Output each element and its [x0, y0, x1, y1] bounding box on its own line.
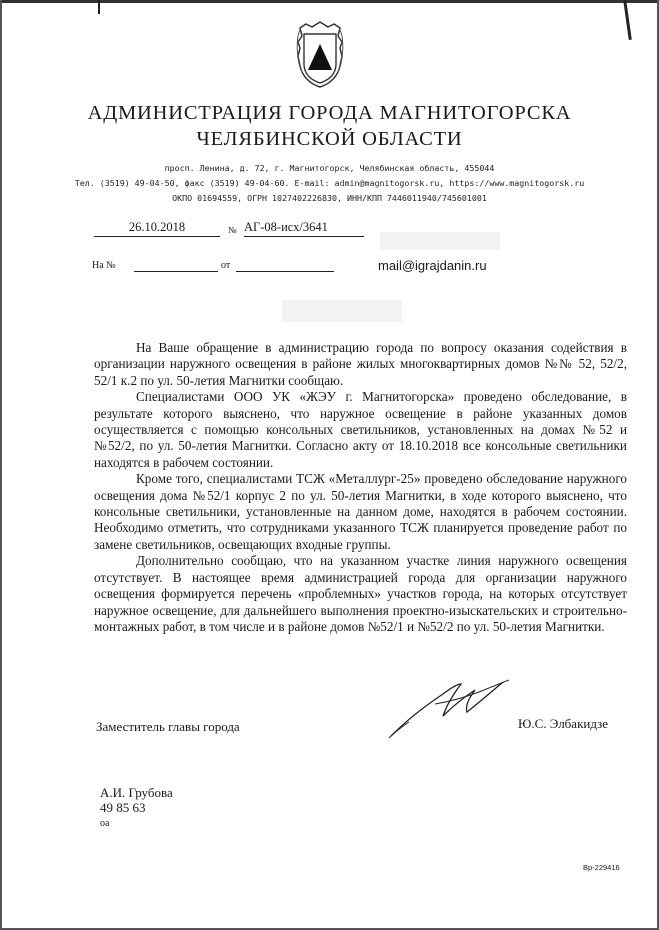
executor-phone: 49 85 63: [100, 800, 146, 815]
city-coat-of-arms-icon: [292, 14, 348, 88]
redacted-area: [380, 232, 500, 250]
org-codes: ОКПО 01694559, ОГРН 1027402226830, ИНН/КПП 7446011940/745601001: [172, 193, 487, 203]
reference-date-line: [236, 271, 334, 272]
scan-mark: [98, 0, 100, 14]
org-title-line2: ЧЕЛЯБИНСКОЙ ОБЛАСТИ: [196, 128, 463, 150]
handwritten-signature: [385, 672, 515, 742]
body-paragraph: Кроме того, специалистами ТСЖ «Металлург-25» проведено обследование наружного освещения дома №52/1 корпус 2 по ул. 50-летия Магнитки, в ходе которого выяснено, что консольные светильники, установленные на данном доме, находятся в рабочем состоянии. Необходимо отметить, что сотрудниками указанного ТСЖ планируется проведение работ по замене светильников, освещающих входные группы.: [94, 471, 627, 552]
signatory-name: Ю.С. Элбакидзе: [518, 716, 609, 731]
document-id: Вр-229416: [583, 863, 620, 872]
reference-number-line: [134, 271, 218, 272]
reference-date-label: от: [221, 260, 231, 271]
executor-name: А.И. Грубова: [100, 785, 173, 800]
redacted-area: [282, 300, 402, 322]
number-label: №: [228, 225, 237, 235]
org-contacts: Тел. (3519) 49-04-50, факс (3519) 49-04-60. E-mail: admin@magnitogorsk.ru, https://www.magnitogorsk.ru: [74, 178, 585, 188]
org-address: просп. Ленина, д. 72, г. Магнитогорск, Челябинская область, 455044: [164, 163, 495, 173]
body-paragraph: На Ваше обращение в администрацию города по вопросу оказания содействия в организации наружного освещения в районе жилых многоквартирных домов №№ 52, 52/2, 52/1 к.2 по ул. 50-летия Магнитки сообщаю.: [94, 340, 627, 388]
scan-mark: [623, 0, 632, 40]
outgoing-number: АГ-08-исх/3641: [244, 220, 364, 237]
org-title-line1: АДМИНИСТРАЦИЯ ГОРОДА МАГНИТОГОРСКА: [87, 102, 572, 124]
signatory-position: Заместитель главы города: [96, 719, 240, 734]
outgoing-date: 26.10.2018: [94, 220, 220, 237]
body-paragraph: Специалистами ООО УК «ЖЭУ г. Магнитогорска» проведено обследование, в результате которого выяснено, что наружное освещение в районе указанных домов осуществляется с помощью консольных светильников, установленных на домах №52 и №52/2, по ул. 50-летия Магнитки. Согласно акту от 18.10.2018 все консольные светильники находятся в рабочем состоянии.: [94, 389, 627, 470]
reference-number-label: На №: [92, 260, 116, 271]
recipient-email: mail@igrajdanin.ru: [378, 258, 487, 273]
executor-code: оа: [100, 818, 110, 829]
letter-body: [94, 340, 627, 635]
body-paragraph: Дополнительно сообщаю, что на указанном участке линия наружного освещения отсутствует. В настоящее время администрацией города для организации наружного освещения формируется перечень «проблемных» участков города, на которых отсутствует наружное освещение, для дальнейшего выполнения проектно-изыскательских и строительно-монтажных работ, в том числе и в районе домов №52/1 и №52/2 по ул. 50-летия Магнитки.: [94, 553, 627, 634]
